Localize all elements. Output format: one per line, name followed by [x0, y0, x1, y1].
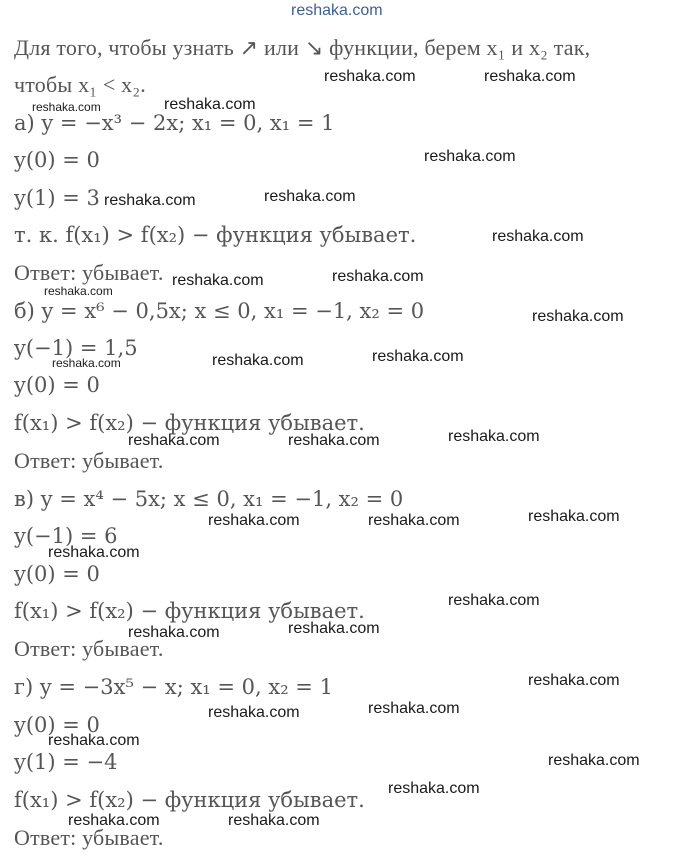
watermark: reshaka.com — [48, 732, 140, 749]
watermark: reshaka.com — [288, 620, 380, 637]
watermark: reshaka.com — [492, 228, 584, 245]
watermark: reshaka.com — [208, 512, 300, 529]
part-v-task: в) y = x⁴ − 5x; x ≤ 0, x₁ = −1, x₂ = 0 — [14, 487, 404, 511]
watermark: reshaka.com — [208, 704, 300, 721]
part-g-step-1: y(0) = 0 — [14, 713, 100, 737]
watermark: reshaka.com — [484, 68, 576, 85]
watermark: reshaka.com — [264, 188, 356, 205]
site-link-top[interactable]: reshaka.com — [291, 2, 383, 19]
watermark: reshaka.com — [372, 348, 464, 365]
part-g-step-2: y(1) = −4 — [14, 750, 118, 774]
watermark: reshaka.com — [324, 68, 416, 85]
part-g-conclusion: f(x₁) > f(x₂) − функция убывает. — [14, 788, 365, 812]
watermark: reshaka.com — [104, 192, 196, 209]
watermark: reshaka.com — [48, 544, 140, 561]
watermark: reshaka.com — [332, 268, 424, 285]
watermark: reshaka.com — [228, 812, 320, 829]
part-g-task: г) y = −3x⁵ − x; x₁ = 0, x₂ = 1 — [14, 675, 333, 699]
watermark: reshaka.com — [128, 432, 220, 449]
part-b-conclusion: f(x₁) > f(x₂) − функция убывает. — [14, 411, 365, 435]
watermark: reshaka.com — [448, 428, 540, 445]
watermark: reshaka.com — [388, 780, 480, 797]
part-b-step-2: y(0) = 0 — [14, 373, 100, 397]
watermark: reshaka.com — [172, 272, 264, 289]
part-b-task: б) y = x⁶ − 0,5x; x ≤ 0, x₁ = −1, x₂ = 0 — [14, 299, 425, 323]
watermark: reshaka.com — [164, 96, 256, 113]
intro-line-2: чтобы x₁ < x₂. — [14, 72, 146, 97]
part-b-answer: Ответ: убывает. — [14, 448, 164, 473]
part-v-conclusion: f(x₁) > f(x₂) − функция убывает. — [14, 599, 365, 623]
watermark: reshaka.com — [368, 512, 460, 529]
watermark: reshaka.com — [548, 752, 640, 769]
watermark: reshaka.com — [368, 700, 460, 717]
watermark: reshaka.com — [44, 284, 113, 298]
watermark: reshaka.com — [68, 812, 160, 829]
watermark: reshaka.com — [128, 624, 220, 641]
watermark: reshaka.com — [288, 432, 380, 449]
watermark: reshaka.com — [212, 352, 304, 369]
part-v-step-1: y(−1) = 6 — [14, 524, 118, 548]
part-v-step-2: y(0) = 0 — [14, 562, 100, 586]
part-a-answer: Ответ: убывает. — [14, 260, 164, 285]
watermark: reshaka.com — [448, 592, 540, 609]
part-g-answer: Ответ: убывает. — [14, 825, 164, 850]
part-b-step-1: y(−1) = 1,5 — [14, 336, 138, 360]
watermark: reshaka.com — [32, 100, 101, 114]
watermark: reshaka.com — [528, 672, 620, 689]
part-v-answer: Ответ: убывает. — [14, 636, 164, 661]
part-a-step-2: y(1) = 3 — [14, 186, 100, 210]
watermark: reshaka.com — [532, 308, 624, 325]
part-a-task: а) y = −x³ − 2x; x₁ = 0, x₁ = 1 — [14, 111, 335, 135]
part-a-conclusion: т. к. f(x₁) > f(x₂) − функция убывает. — [14, 223, 417, 247]
watermark: reshaka.com — [424, 148, 516, 165]
watermark: reshaka.com — [52, 356, 121, 370]
intro-line-1: Для того, чтобы узнать ↗ или ↘ функции, берем x₁ и x₂ так, — [14, 35, 591, 60]
watermark: reshaka.com — [528, 508, 620, 525]
part-a-step-1: y(0) = 0 — [14, 148, 100, 172]
